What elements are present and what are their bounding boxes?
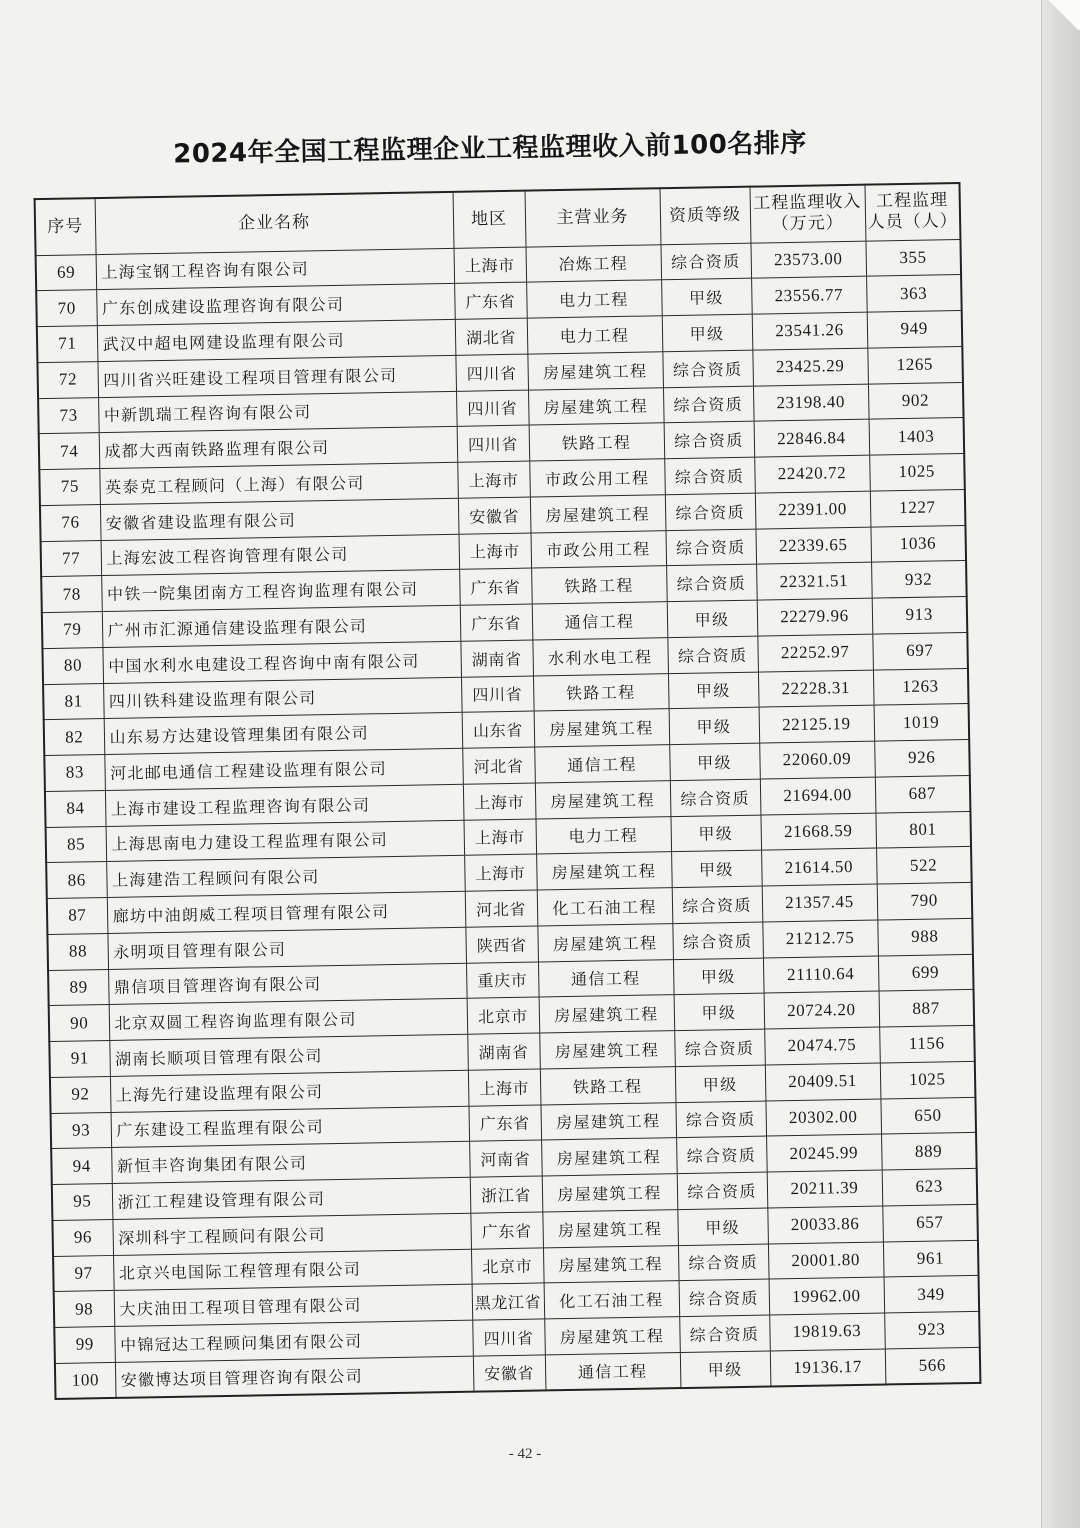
company-name-cell: 深圳科宇工程顾问有限公司 xyxy=(112,1213,471,1255)
qualification-cell: 综合资质 xyxy=(679,1315,770,1352)
rank-cell: 84 xyxy=(45,790,106,827)
company-name-cell: 北京兴电国际工程管理有限公司 xyxy=(113,1249,472,1291)
main-business-cell: 房屋建筑工程 xyxy=(544,1317,680,1355)
staff-count-cell: 687 xyxy=(875,775,971,812)
rank-cell: 99 xyxy=(54,1326,115,1363)
revenue-cell: 21357.45 xyxy=(762,884,878,922)
main-business-cell: 房屋建筑工程 xyxy=(528,387,664,425)
region-cell: 北京市 xyxy=(471,1247,544,1284)
rank-cell: 71 xyxy=(37,326,98,363)
qualification-cell: 综合资质 xyxy=(660,243,751,280)
main-business-cell: 冶炼工程 xyxy=(526,244,662,282)
company-name-cell: 广东建设工程监理有限公司 xyxy=(111,1106,470,1148)
company-name-cell: 上海宝钢工程咨询有限公司 xyxy=(96,248,455,290)
region-cell: 上海市 xyxy=(457,461,530,498)
rank-cell: 100 xyxy=(55,1362,116,1399)
header-rank: 序号 xyxy=(35,198,96,255)
rank-cell: 86 xyxy=(46,862,107,899)
company-name-cell: 河北邮电通信工程建设监理有限公司 xyxy=(104,748,463,790)
header-region: 地区 xyxy=(453,191,526,248)
rank-cell: 92 xyxy=(50,1076,111,1113)
company-name-cell: 英泰克工程顾问（上海）有限公司 xyxy=(99,462,458,504)
qualification-cell: 甲级 xyxy=(674,993,765,1030)
rank-cell: 95 xyxy=(52,1183,113,1220)
staff-count-cell: 657 xyxy=(882,1204,978,1241)
company-name-cell: 广州市汇源通信建设监理有限公司 xyxy=(102,605,461,647)
staff-count-cell: 566 xyxy=(885,1347,981,1384)
company-name-cell: 安徽博达项目管理咨询有限公司 xyxy=(115,1356,474,1398)
revenue-cell: 22125.19 xyxy=(759,705,875,743)
staff-count-cell: 1025 xyxy=(869,453,965,490)
main-business-cell: 化工石油工程 xyxy=(537,888,673,926)
qualification-cell: 综合资质 xyxy=(675,1101,766,1138)
main-business-cell: 通信工程 xyxy=(532,602,668,640)
rank-cell: 90 xyxy=(49,1005,110,1042)
staff-count-cell: 355 xyxy=(865,239,961,276)
revenue-cell: 22279.96 xyxy=(757,598,873,636)
qualification-cell: 综合资质 xyxy=(667,636,758,673)
main-business-cell: 房屋建筑工程 xyxy=(539,995,675,1033)
revenue-cell: 23556.77 xyxy=(751,276,867,314)
qualification-cell: 甲级 xyxy=(673,958,764,995)
qualification-cell: 甲级 xyxy=(675,1065,766,1102)
company-name-cell: 廊坊中油朗威工程项目管理有限公司 xyxy=(107,891,466,933)
main-business-cell: 电力工程 xyxy=(526,280,662,318)
region-cell: 广东省 xyxy=(460,604,533,641)
rank-cell: 76 xyxy=(40,504,101,541)
rank-cell: 77 xyxy=(41,540,102,577)
main-business-cell: 电力工程 xyxy=(527,316,663,354)
company-name-cell: 上海思南电力建设工程监理有限公司 xyxy=(106,820,465,862)
qualification-cell: 综合资质 xyxy=(674,1029,765,1066)
company-name-cell: 上海宏波工程咨询管理有限公司 xyxy=(101,534,460,576)
staff-count-cell: 650 xyxy=(880,1097,976,1134)
region-cell: 河南省 xyxy=(469,1140,542,1177)
header-staff-line1: 工程监理 xyxy=(875,190,949,212)
region-cell: 河北省 xyxy=(465,890,538,927)
rank-cell: 93 xyxy=(51,1112,112,1149)
qualification-cell: 甲级 xyxy=(671,850,762,887)
qualification-cell: 综合资质 xyxy=(665,529,756,566)
qualification-cell: 甲级 xyxy=(670,815,761,852)
main-business-cell: 通信工程 xyxy=(538,959,674,997)
main-business-cell: 通信工程 xyxy=(545,1352,681,1390)
header-main-business: 主营业务 xyxy=(525,188,661,246)
staff-count-cell: 902 xyxy=(868,382,964,419)
main-business-cell: 房屋建筑工程 xyxy=(542,1209,678,1247)
qualification-cell: 综合资质 xyxy=(672,922,763,959)
revenue-cell: 20001.80 xyxy=(768,1242,884,1280)
region-cell: 上海市 xyxy=(468,1069,541,1106)
company-name-cell: 中锦冠达工程顾问集团有限公司 xyxy=(114,1320,473,1362)
main-business-cell: 市政公用工程 xyxy=(529,459,665,497)
main-business-cell: 铁路工程 xyxy=(540,1066,676,1104)
rank-cell: 96 xyxy=(52,1219,113,1256)
staff-count-cell: 889 xyxy=(881,1133,977,1170)
header-staff xyxy=(864,183,960,241)
main-business-cell: 房屋建筑工程 xyxy=(535,780,671,818)
region-cell: 广东省 xyxy=(454,282,527,319)
rank-cell: 80 xyxy=(42,647,103,684)
staff-count-cell: 522 xyxy=(876,847,972,884)
region-cell: 上海市 xyxy=(463,819,536,856)
staff-count-cell: 1227 xyxy=(870,489,966,526)
revenue-cell: 21614.50 xyxy=(761,848,877,886)
header-company-name: 企业名称 xyxy=(95,192,454,254)
staff-count-cell: 913 xyxy=(872,596,968,633)
main-business-cell: 房屋建筑工程 xyxy=(540,1102,676,1140)
region-cell: 安徽省 xyxy=(473,1355,546,1392)
staff-count-cell: 1036 xyxy=(870,525,966,562)
rank-cell: 74 xyxy=(39,433,100,470)
main-business-cell: 铁路工程 xyxy=(533,673,669,711)
main-business-cell: 房屋建筑工程 xyxy=(539,1031,675,1069)
revenue-cell: 20724.20 xyxy=(764,991,880,1029)
revenue-cell: 21110.64 xyxy=(763,956,879,994)
company-name-cell: 永明项目管理有限公司 xyxy=(107,927,466,969)
region-cell: 四川省 xyxy=(455,354,528,391)
region-cell: 河北省 xyxy=(462,747,535,784)
staff-count-cell: 1265 xyxy=(867,346,963,383)
region-cell: 广东省 xyxy=(459,568,532,605)
main-business-cell: 铁路工程 xyxy=(531,566,667,604)
region-cell: 上海市 xyxy=(464,854,537,891)
document-title: 2024年全国工程监理企业工程监理收入前100名排序 xyxy=(172,128,808,170)
region-cell: 陕西省 xyxy=(465,926,538,963)
region-cell: 上海市 xyxy=(459,533,532,570)
revenue-cell: 23573.00 xyxy=(750,241,866,279)
staff-count-cell: 790 xyxy=(877,882,973,919)
revenue-cell: 22060.09 xyxy=(759,741,875,779)
staff-count-cell: 949 xyxy=(867,311,963,348)
ranking-table xyxy=(34,182,982,1400)
staff-count-cell: 1156 xyxy=(879,1025,975,1062)
rank-cell: 83 xyxy=(44,755,105,792)
region-cell: 黑龙江省 xyxy=(472,1283,545,1320)
staff-count-cell: 1019 xyxy=(874,704,970,741)
region-cell: 四川省 xyxy=(472,1319,545,1356)
company-name-cell: 中新凯瑞工程咨询有限公司 xyxy=(98,391,457,433)
rank-cell: 79 xyxy=(42,612,103,649)
revenue-cell: 23541.26 xyxy=(752,312,868,350)
main-business-cell: 电力工程 xyxy=(535,816,671,854)
company-name-cell: 山东易方达建设管理集团有限公司 xyxy=(104,713,463,755)
main-business-cell: 通信工程 xyxy=(534,745,670,783)
staff-count-cell: 1025 xyxy=(880,1061,976,1098)
rank-cell: 82 xyxy=(44,719,105,756)
qualification-cell: 甲级 xyxy=(669,707,760,744)
header-staff-line2: 人员（人） xyxy=(867,211,958,233)
company-name-cell: 中国水利水电建设工程咨询中南有限公司 xyxy=(102,641,461,683)
region-cell: 湖南省 xyxy=(467,1033,540,1070)
revenue-cell: 23425.29 xyxy=(752,348,868,386)
page-edge-shadow xyxy=(1041,0,1080,1528)
revenue-cell: 20302.00 xyxy=(765,1099,881,1137)
header-qualification: 资质等级 xyxy=(660,187,751,245)
rank-cell: 91 xyxy=(49,1040,110,1077)
rank-cell: 81 xyxy=(43,683,104,720)
qualification-cell: 综合资质 xyxy=(670,779,761,816)
revenue-cell: 20474.75 xyxy=(764,1027,880,1065)
staff-count-cell: 697 xyxy=(872,632,968,669)
page-corner-fold xyxy=(1046,0,1080,30)
qualification-cell: 综合资质 xyxy=(677,1172,768,1209)
revenue-cell: 22846.84 xyxy=(754,419,870,457)
company-name-cell: 上海市建设工程监理咨询有限公司 xyxy=(105,784,464,826)
staff-count-cell: 887 xyxy=(879,990,975,1027)
revenue-cell: 20245.99 xyxy=(766,1134,882,1172)
qualification-cell: 综合资质 xyxy=(664,421,755,458)
region-cell: 重庆市 xyxy=(466,961,539,998)
qualification-cell: 甲级 xyxy=(661,278,752,315)
company-name-cell: 鼎信项目管理咨询有限公司 xyxy=(108,963,467,1005)
main-business-cell: 房屋建筑工程 xyxy=(537,923,673,961)
qualification-cell: 综合资质 xyxy=(676,1136,767,1173)
company-name-cell: 湖南长顺项目管理有限公司 xyxy=(109,1034,468,1076)
qualification-cell: 综合资质 xyxy=(679,1279,770,1316)
region-cell: 浙江省 xyxy=(470,1176,543,1213)
revenue-cell: 21212.75 xyxy=(762,920,878,958)
rank-cell: 70 xyxy=(36,290,97,327)
rank-cell: 94 xyxy=(51,1148,112,1185)
region-cell: 广东省 xyxy=(468,1104,541,1141)
revenue-cell: 19136.17 xyxy=(770,1349,886,1387)
rank-cell: 97 xyxy=(53,1255,114,1292)
qualification-cell: 甲级 xyxy=(669,743,760,780)
company-name-cell: 北京双圆工程咨询监理有限公司 xyxy=(109,998,468,1040)
qualification-cell: 综合资质 xyxy=(663,386,754,423)
revenue-cell: 20033.86 xyxy=(767,1206,883,1244)
main-business-cell: 房屋建筑工程 xyxy=(534,709,670,747)
region-cell: 北京市 xyxy=(467,997,540,1034)
revenue-cell: 22339.65 xyxy=(755,527,871,565)
region-cell: 上海市 xyxy=(454,247,527,284)
revenue-cell: 21668.59 xyxy=(760,813,876,851)
qualification-cell: 综合资质 xyxy=(678,1244,769,1281)
staff-count-cell: 1403 xyxy=(869,418,965,455)
staff-count-cell: 988 xyxy=(877,918,973,955)
rank-cell: 98 xyxy=(54,1291,115,1328)
revenue-cell: 22391.00 xyxy=(755,491,871,529)
main-business-cell: 房屋建筑工程 xyxy=(543,1245,679,1283)
staff-count-cell: 363 xyxy=(866,275,962,312)
header-revenue-line2: （万元） xyxy=(771,213,844,235)
rank-cell: 89 xyxy=(48,969,109,1006)
revenue-cell: 22252.97 xyxy=(757,634,873,672)
company-name-cell: 大庆油田工程项目管理有限公司 xyxy=(114,1284,473,1326)
company-name-cell: 安徽省建设监理有限公司 xyxy=(100,498,459,540)
company-name-cell: 浙江工程建设管理有限公司 xyxy=(112,1177,471,1219)
main-business-cell: 市政公用工程 xyxy=(530,530,666,568)
qualification-cell: 甲级 xyxy=(677,1208,768,1245)
rank-cell: 85 xyxy=(46,826,107,863)
revenue-cell: 22228.31 xyxy=(758,670,874,708)
main-business-cell: 化工石油工程 xyxy=(544,1281,680,1319)
qualification-cell: 综合资质 xyxy=(672,886,763,923)
revenue-cell: 22321.51 xyxy=(756,562,872,600)
staff-count-cell: 923 xyxy=(884,1311,980,1348)
rank-cell: 75 xyxy=(39,469,100,506)
revenue-cell: 19962.00 xyxy=(769,1277,885,1315)
staff-count-cell: 926 xyxy=(874,739,970,776)
region-cell: 湖南省 xyxy=(460,640,533,677)
page-number: - 42 - xyxy=(508,1446,542,1462)
region-cell: 四川省 xyxy=(461,676,534,713)
revenue-cell: 20211.39 xyxy=(767,1170,883,1208)
company-name-cell: 四川铁科建设监理有限公司 xyxy=(103,677,462,719)
region-cell: 四川省 xyxy=(456,390,529,427)
region-cell: 湖北省 xyxy=(455,318,528,355)
header-revenue xyxy=(749,185,865,243)
qualification-cell: 综合资质 xyxy=(666,564,757,601)
revenue-cell: 20409.51 xyxy=(765,1063,881,1101)
staff-count-cell: 1263 xyxy=(873,668,969,705)
region-cell: 四川省 xyxy=(457,425,530,462)
company-name-cell: 上海建浩工程顾问有限公司 xyxy=(106,856,465,898)
main-business-cell: 水利水电工程 xyxy=(532,637,668,675)
rank-cell: 73 xyxy=(38,397,99,434)
header-revenue-line1: 工程监理收入 xyxy=(753,191,862,214)
staff-count-cell: 623 xyxy=(882,1168,978,1205)
company-name-cell: 上海先行建设监理有限公司 xyxy=(110,1070,469,1112)
rank-cell: 69 xyxy=(36,254,97,291)
region-cell: 安徽省 xyxy=(458,497,531,534)
region-cell: 山东省 xyxy=(462,711,535,748)
main-business-cell: 房屋建筑工程 xyxy=(527,351,663,389)
company-name-cell: 新恒丰咨询集团有限公司 xyxy=(111,1141,470,1183)
main-business-cell: 房屋建筑工程 xyxy=(536,852,672,890)
staff-count-cell: 801 xyxy=(875,811,971,848)
qualification-cell: 甲级 xyxy=(668,672,759,709)
rank-cell: 87 xyxy=(47,898,108,935)
staff-count-cell: 699 xyxy=(878,954,974,991)
staff-count-cell: 349 xyxy=(884,1276,980,1313)
company-name-cell: 中铁一院集团南方工程咨询监理有限公司 xyxy=(101,570,460,612)
qualification-cell: 综合资质 xyxy=(665,493,756,530)
rank-cell: 72 xyxy=(37,361,98,398)
region-cell: 上海市 xyxy=(463,783,536,820)
qualification-cell: 综合资质 xyxy=(664,457,755,494)
qualification-cell: 甲级 xyxy=(680,1351,771,1388)
rank-cell: 88 xyxy=(47,933,108,970)
qualification-cell: 甲级 xyxy=(667,600,758,637)
company-name-cell: 四川省兴旺建设工程项目管理有限公司 xyxy=(97,355,456,397)
staff-count-cell: 932 xyxy=(871,561,967,598)
revenue-cell: 23198.40 xyxy=(753,384,869,422)
main-business-cell: 房屋建筑工程 xyxy=(541,1138,677,1176)
qualification-cell: 甲级 xyxy=(662,314,753,351)
company-name-cell: 广东创成建设监理咨询有限公司 xyxy=(96,284,455,326)
main-business-cell: 房屋建筑工程 xyxy=(530,494,666,532)
revenue-cell: 22420.72 xyxy=(754,455,870,493)
main-business-cell: 铁路工程 xyxy=(529,423,665,461)
table-body xyxy=(36,239,981,1399)
revenue-cell: 19819.63 xyxy=(769,1313,885,1351)
revenue-cell: 21694.00 xyxy=(760,777,876,815)
region-cell: 广东省 xyxy=(470,1212,543,1249)
qualification-cell: 综合资质 xyxy=(662,350,753,387)
staff-count-cell: 961 xyxy=(883,1240,979,1277)
company-name-cell: 成都大西南铁路监理有限公司 xyxy=(99,427,458,469)
company-name-cell: 武汉中超电网建设监理有限公司 xyxy=(97,319,456,361)
main-business-cell: 房屋建筑工程 xyxy=(542,1174,678,1212)
rank-cell: 78 xyxy=(41,576,102,613)
